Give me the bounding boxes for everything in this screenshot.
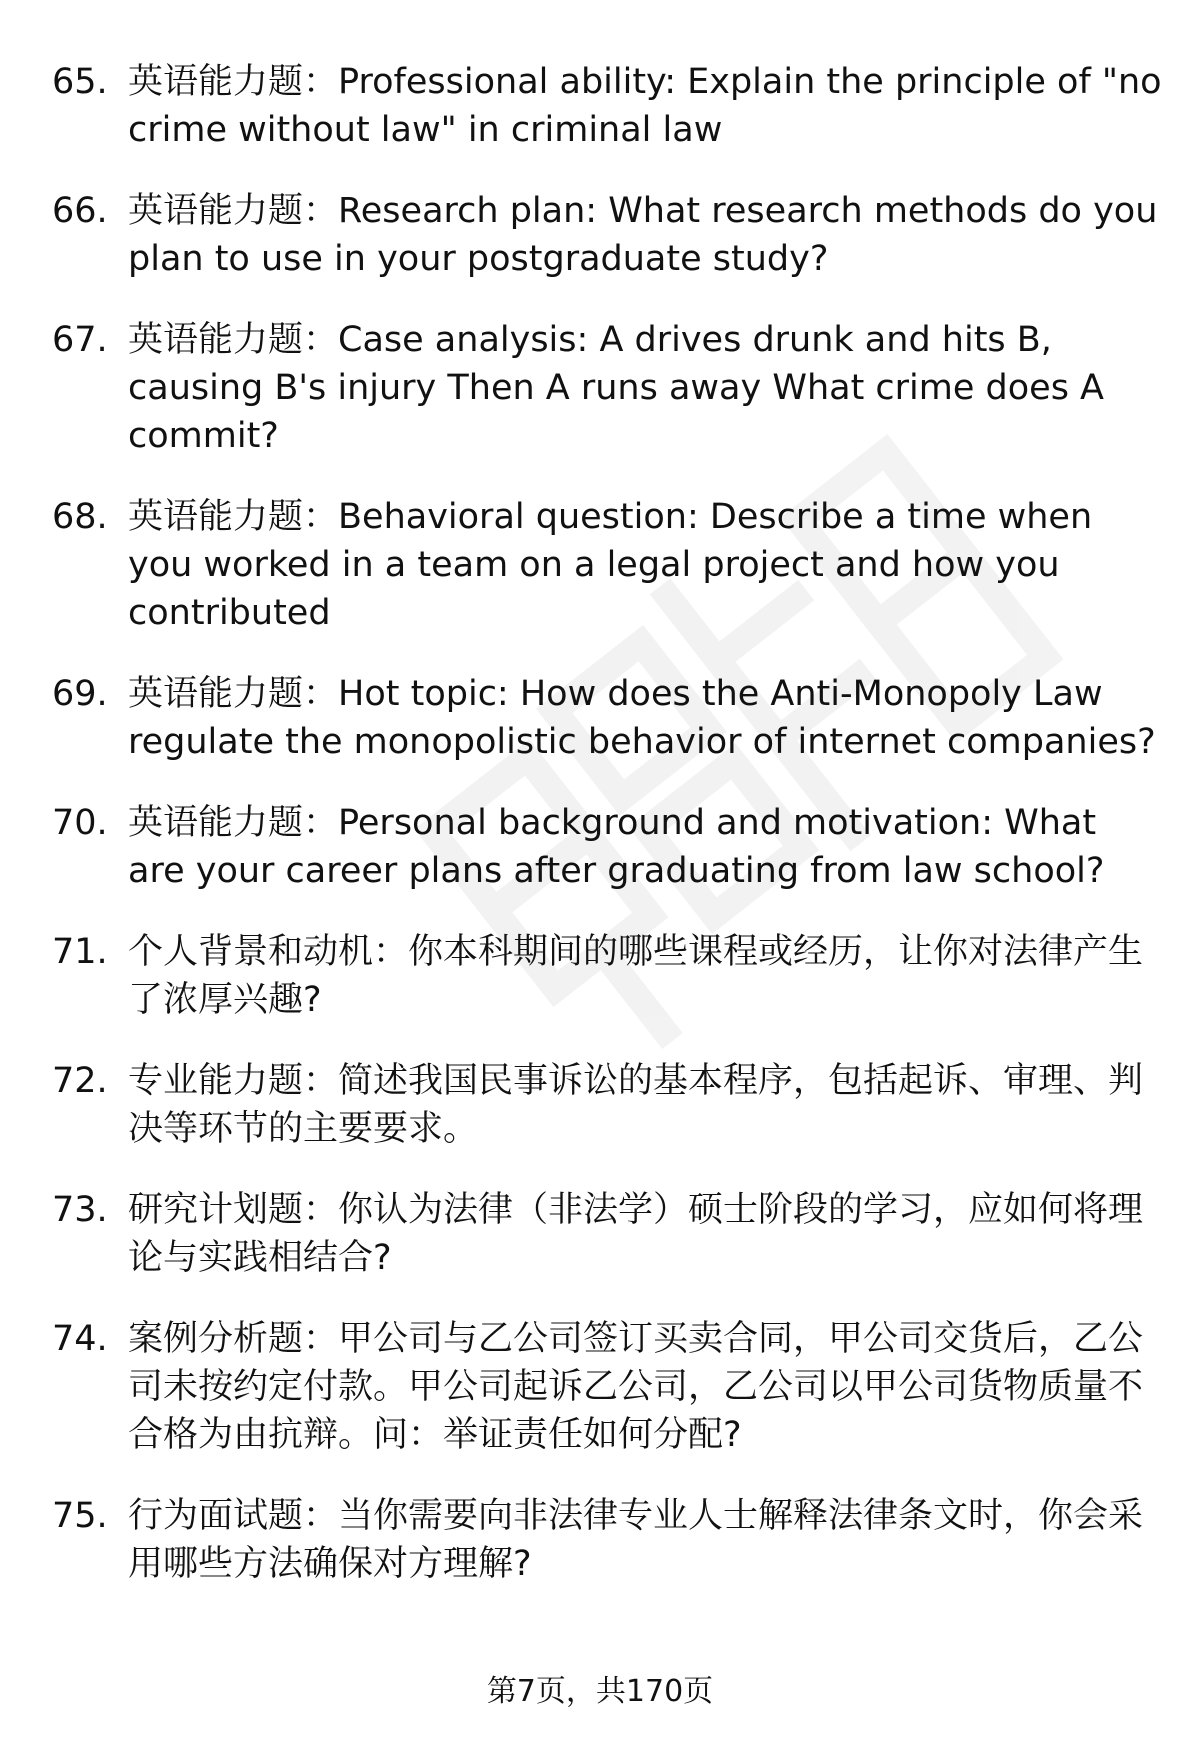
question-body bbox=[128, 493, 1162, 637]
question-text: 当你需要向非法律专业人士解释法律条文时，你会采用哪些方法确保对方理解? bbox=[128, 1496, 1144, 1584]
question-number: 73. bbox=[52, 1190, 108, 1230]
question-body bbox=[128, 316, 1162, 460]
question-category: 专业能力题 bbox=[128, 1061, 304, 1101]
question-number: 74. bbox=[52, 1319, 108, 1359]
question-item bbox=[52, 493, 1162, 637]
question-body bbox=[128, 670, 1162, 766]
question-category: 英语能力题 bbox=[128, 320, 304, 360]
question-separator: ： bbox=[303, 1190, 339, 1230]
question-body bbox=[128, 1315, 1162, 1459]
question-category: 英语能力题 bbox=[128, 62, 304, 102]
question-category: 英语能力题 bbox=[128, 497, 304, 537]
question-body bbox=[128, 1186, 1162, 1282]
question-list bbox=[52, 58, 1162, 1621]
question-text: 你本科期间的哪些课程或经历，让你对法律产生了浓厚兴趣? bbox=[128, 932, 1144, 1020]
question-item bbox=[52, 1315, 1162, 1459]
question-text: 简述我国民事诉讼的基本程序，包括起诉、审理、判决等环节的主要要求。 bbox=[128, 1061, 1144, 1149]
question-separator: ： bbox=[303, 674, 339, 714]
question-separator: ： bbox=[303, 1061, 339, 1101]
question-number: 67. bbox=[52, 320, 108, 360]
question-item bbox=[52, 928, 1162, 1024]
question-number: 68. bbox=[52, 497, 108, 537]
page-indicator: 第7页，共170页 bbox=[486, 1674, 714, 1709]
question-item bbox=[52, 670, 1162, 766]
question-body bbox=[128, 1492, 1162, 1588]
question-separator: ： bbox=[303, 320, 339, 360]
question-item bbox=[52, 1057, 1162, 1153]
question-separator: ： bbox=[303, 191, 339, 231]
question-number: 75. bbox=[52, 1496, 108, 1536]
question-item bbox=[52, 316, 1162, 460]
question-text: 你认为法律（非法学）硕士阶段的学习，应如何将理论与实践相结合? bbox=[128, 1190, 1144, 1278]
question-item bbox=[52, 187, 1162, 283]
question-text: Behavioral question: Describe a time when you worked in a team on a legal project and how you contributed bbox=[128, 497, 1093, 633]
question-separator: ： bbox=[303, 1496, 339, 1536]
question-text: Research plan: What research methods do you plan to use in your postgraduate study? bbox=[128, 191, 1158, 279]
question-category: 英语能力题 bbox=[128, 191, 304, 231]
question-body bbox=[128, 187, 1162, 283]
question-number: 71. bbox=[52, 932, 108, 972]
question-separator: ： bbox=[303, 803, 339, 843]
question-item bbox=[52, 799, 1162, 895]
question-number: 69. bbox=[52, 674, 108, 714]
question-category: 案例分析题 bbox=[128, 1319, 304, 1359]
question-category: 研究计划题 bbox=[128, 1190, 304, 1230]
question-category: 行为面试题 bbox=[128, 1496, 304, 1536]
question-text: Professional ability: Explain the principle of "no crime without law" in criminal law bbox=[128, 62, 1162, 150]
question-item bbox=[52, 1186, 1162, 1282]
question-text: Hot topic: How does the Anti-Monopoly Law regulate the monopolistic behavior of internet companies? bbox=[128, 674, 1156, 762]
question-category: 英语能力题 bbox=[128, 803, 304, 843]
question-separator: ： bbox=[373, 932, 409, 972]
question-category: 个人背景和动机 bbox=[128, 932, 374, 972]
question-number: 66. bbox=[52, 191, 108, 231]
question-body bbox=[128, 799, 1162, 895]
question-item bbox=[52, 1492, 1162, 1588]
question-number: 72. bbox=[52, 1061, 108, 1101]
question-separator: ： bbox=[303, 1319, 339, 1359]
question-category: 英语能力题 bbox=[128, 674, 304, 714]
question-body bbox=[128, 928, 1162, 1024]
question-body bbox=[128, 58, 1162, 154]
question-separator: ： bbox=[303, 497, 339, 537]
question-separator: ： bbox=[303, 62, 339, 102]
question-text: Case analysis: A drives drunk and hits B, causing B's injury Then A runs away What crime does A commit? bbox=[128, 320, 1105, 456]
question-text: 甲公司与乙公司签订买卖合同，甲公司交货后，乙公司未按约定付款。甲公司起诉乙公司，乙公司以甲公司货物质量不合格为由抗辩。问：举证责任如何分配? bbox=[128, 1319, 1144, 1455]
question-number: 70. bbox=[52, 803, 108, 843]
question-item bbox=[52, 58, 1162, 154]
question-text: Personal background and motivation: What are your career plans after graduating from law school? bbox=[128, 803, 1105, 891]
question-number: 65. bbox=[52, 62, 108, 102]
question-body bbox=[128, 1057, 1162, 1153]
